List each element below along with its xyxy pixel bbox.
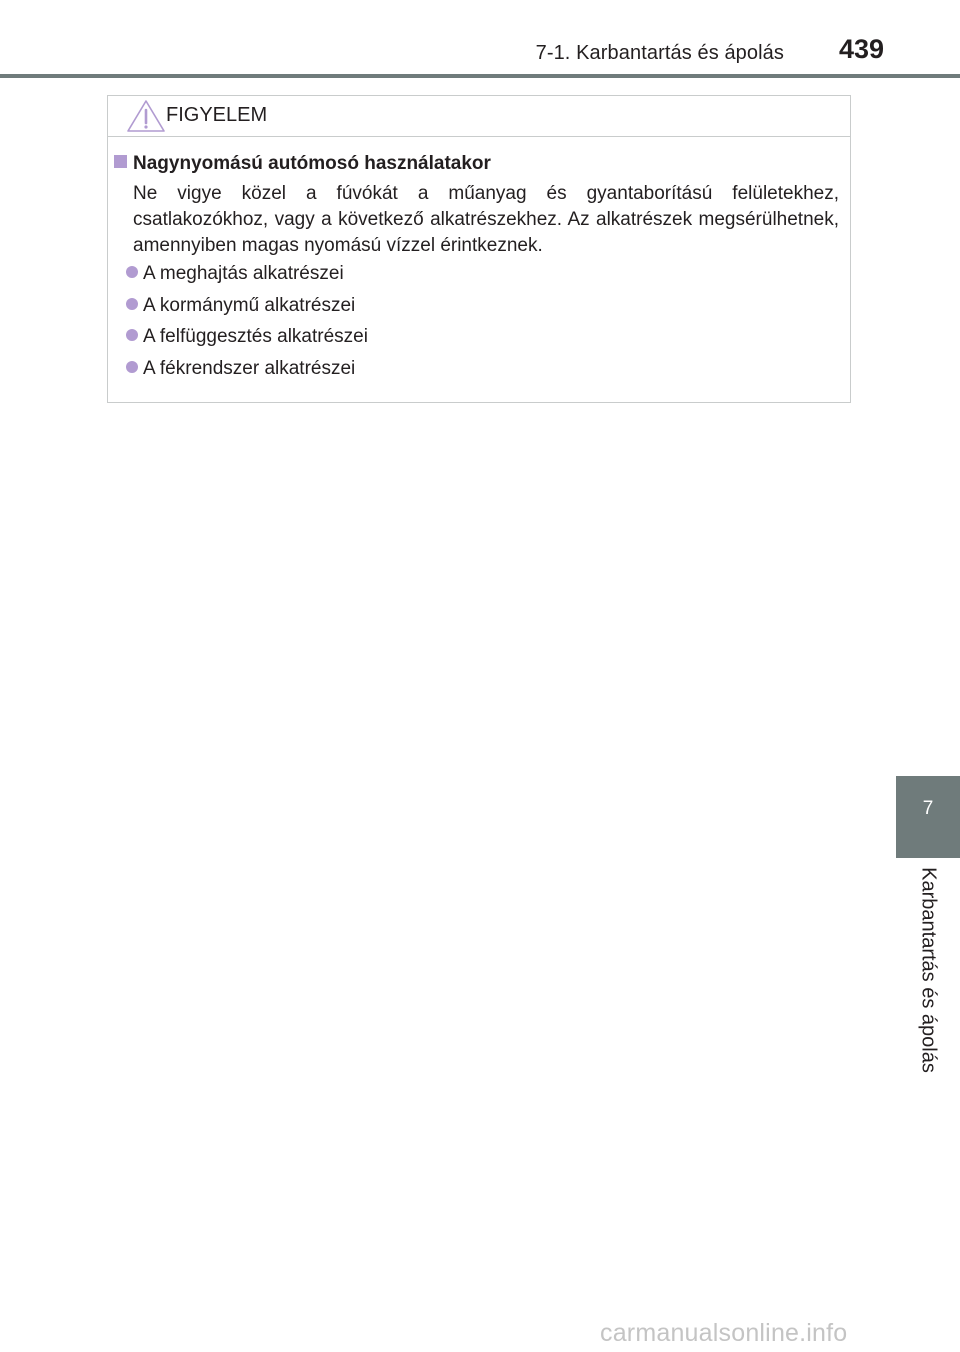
list-item — [126, 356, 368, 388]
section-heading — [114, 153, 491, 175]
bullet-dot-icon — [126, 298, 138, 310]
square-bullet-icon — [114, 155, 127, 168]
list-item-text: A meghajtás alkatrészei — [143, 263, 344, 284]
section-heading-text: Nagynyomású autómosó használatakor — [133, 153, 491, 174]
chapter-number: 7 — [922, 798, 934, 819]
list-item-text: A felfüggesztés alkatrészei — [143, 326, 368, 347]
list-item — [126, 293, 368, 325]
chapter-title: Karbantartás és ápolás — [917, 867, 940, 1073]
header-rule — [0, 74, 960, 78]
warning-title: FIGYELEM — [166, 104, 268, 126]
list-item-text: A fékrendszer alkatrészei — [143, 357, 356, 379]
bullet-dot-icon — [126, 361, 138, 373]
list-item — [126, 324, 368, 356]
chapter-tab — [896, 776, 960, 858]
page-header — [0, 0, 960, 80]
warning-list — [126, 261, 368, 387]
bullet-dot-icon — [126, 329, 138, 341]
warning-header — [108, 96, 850, 137]
warning-triangle-icon — [126, 99, 166, 133]
watermark: carmanualsonline.info — [600, 1319, 848, 1347]
list-item-text: A kormánymű alkatrészei — [143, 294, 356, 316]
page-number: 439 — [838, 34, 884, 64]
warning-box — [107, 95, 851, 403]
bullet-dot-icon — [126, 266, 138, 278]
section-title: 7-1. Karbantartás és ápolás — [535, 42, 784, 64]
warning-paragraph: Ne vigye közel a fúvókát a műanyag és gyantaborítású felületekhez, csatlakozókhoz, vagy a következő alkatrészekhez. Az alkatrészek megsérülhetnek, amennyiben magas nyomású vízzel érintkeznek. — [133, 183, 839, 256]
list-item — [126, 261, 368, 293]
